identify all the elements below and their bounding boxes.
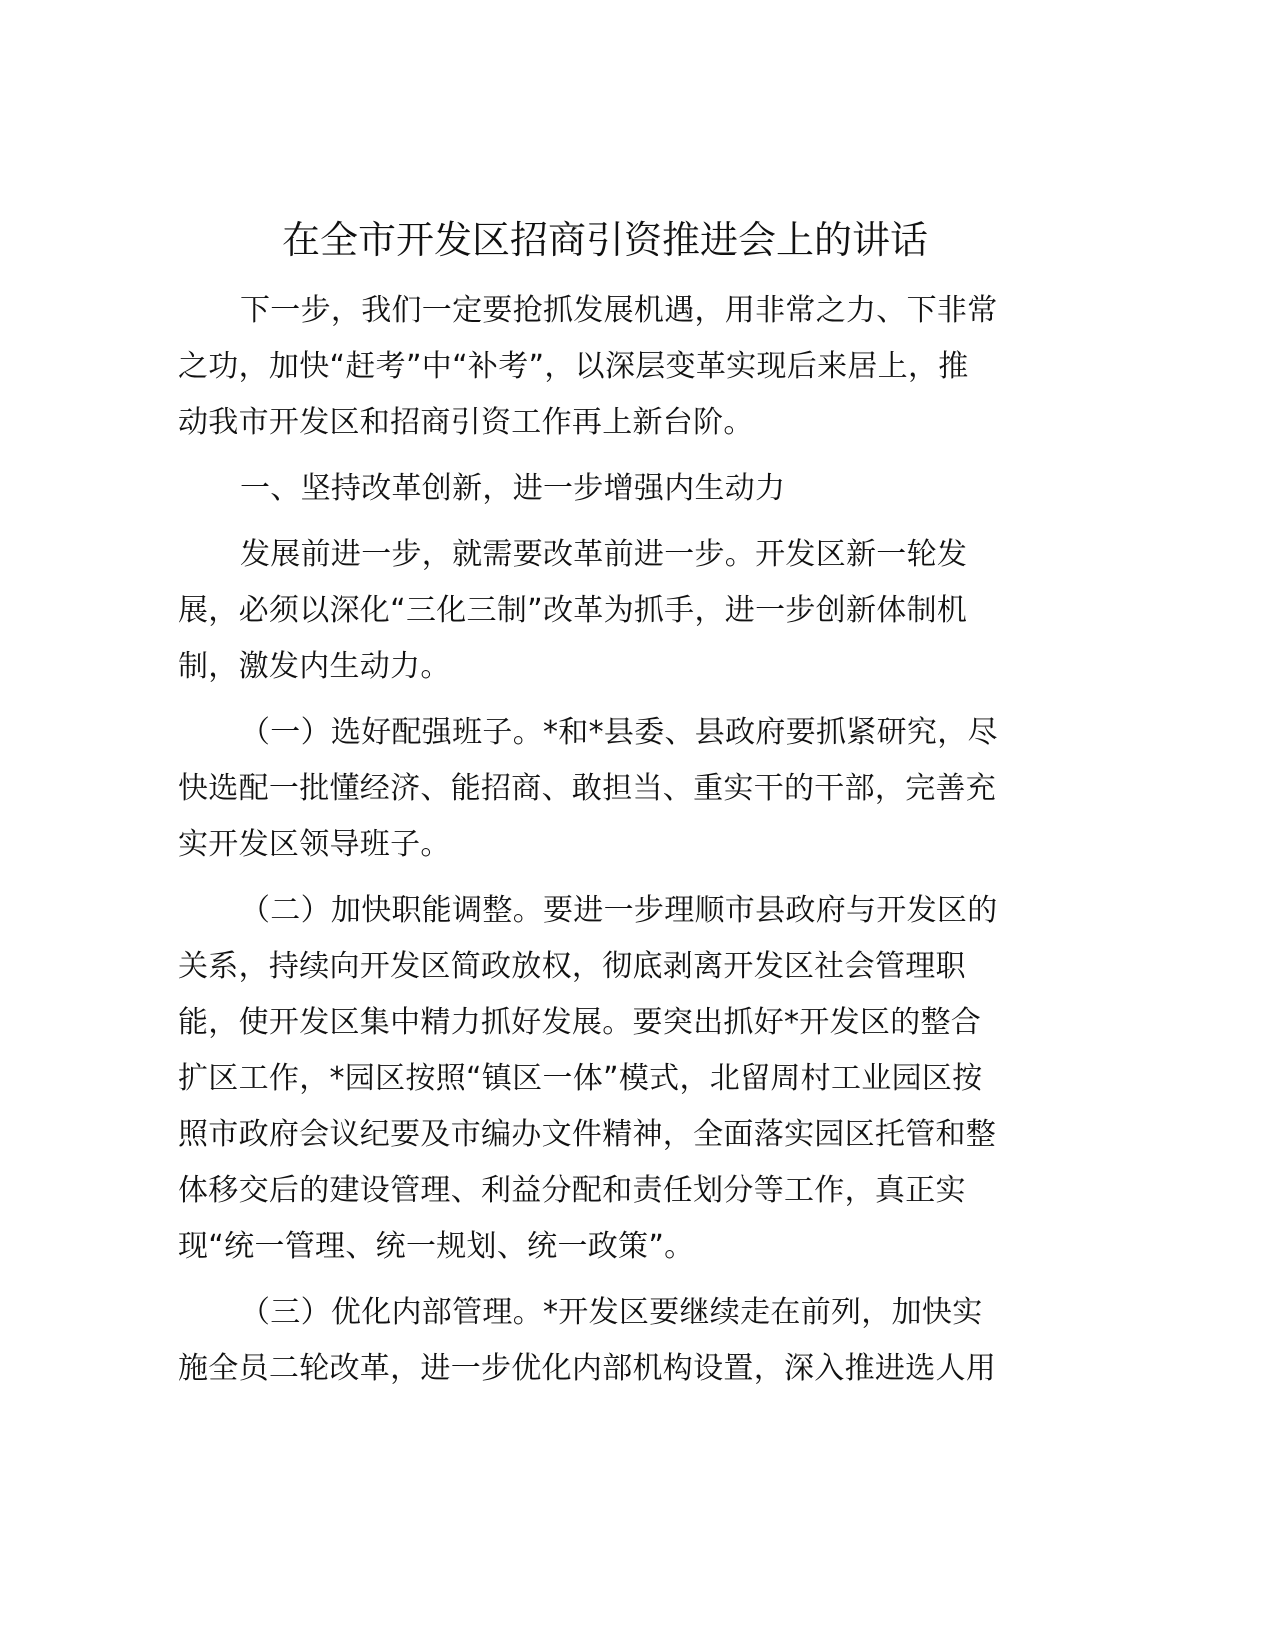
- paragraph-line: 动我市开发区和招商引资工作再上新台阶。: [178, 405, 754, 440]
- paragraph-line: 扩区工作，*园区按照“镇区一体”模式，北留周村工业园区按: [178, 1061, 983, 1096]
- paragraph-line: 照市政府会议纪要及市编办文件精神，全面落实园区托管和整: [178, 1117, 997, 1152]
- paragraph: [178, 527, 1038, 695]
- paragraph-line: （三）优化内部管理。*开发区要继续走在前列，加快实: [240, 1295, 983, 1330]
- paragraph-line: 快选配一批懂经济、能招商、敢担当、重实干的干部，完善充: [178, 771, 997, 806]
- paragraph-line: 制，激发内生动力。: [178, 649, 451, 684]
- paragraph-line: 实开发区领导班子。: [178, 827, 451, 862]
- document-body: [178, 283, 1038, 1407]
- paragraph-line: 能，使开发区集中精力抓好发展。要突出抓好*开发区的整合: [178, 1005, 982, 1040]
- paragraph-line: 之功，加快“赶考”中“补考”，以深层变革实现后来居上，推: [178, 349, 969, 384]
- paragraph: [178, 1285, 1038, 1397]
- paragraph-line: 展，必须以深化“三化三制”改革为抓手，进一步创新体制机: [178, 593, 968, 628]
- paragraph-line: 体移交后的建设管理、利益分配和责任划分等工作，真正实: [178, 1173, 966, 1208]
- paragraph: [178, 883, 1038, 1275]
- paragraph-line: 下一步，我们一定要抢抓发展机遇，用非常之力、下非常: [240, 293, 998, 328]
- paragraph-line: （二）加快职能调整。要进一步理顺市县政府与开发区的: [240, 893, 998, 928]
- paragraph-line: 施全员二轮改革，进一步优化内部机构设置，深入推进选人用: [178, 1351, 997, 1386]
- document-title: 在全市开发区招商引资推进会上的讲话: [281, 218, 928, 262]
- paragraph: [178, 461, 1038, 517]
- paragraph: [178, 283, 1038, 451]
- paragraph-line: 一、坚持改革创新，进一步增强内生动力: [240, 471, 786, 506]
- paragraph-line: 现“统一管理、统一规划、统一政策”。: [178, 1229, 695, 1264]
- paragraph-line: 关系，持续向开发区简政放权，彻底剥离开发区社会管理职: [178, 949, 966, 984]
- paragraph: [178, 705, 1038, 873]
- paragraph-line: 发展前进一步，就需要改革前进一步。开发区新一轮发: [240, 537, 968, 572]
- paragraph-line: （一）选好配强班子。*和*县委、县政府要抓紧研究，尽: [240, 715, 998, 750]
